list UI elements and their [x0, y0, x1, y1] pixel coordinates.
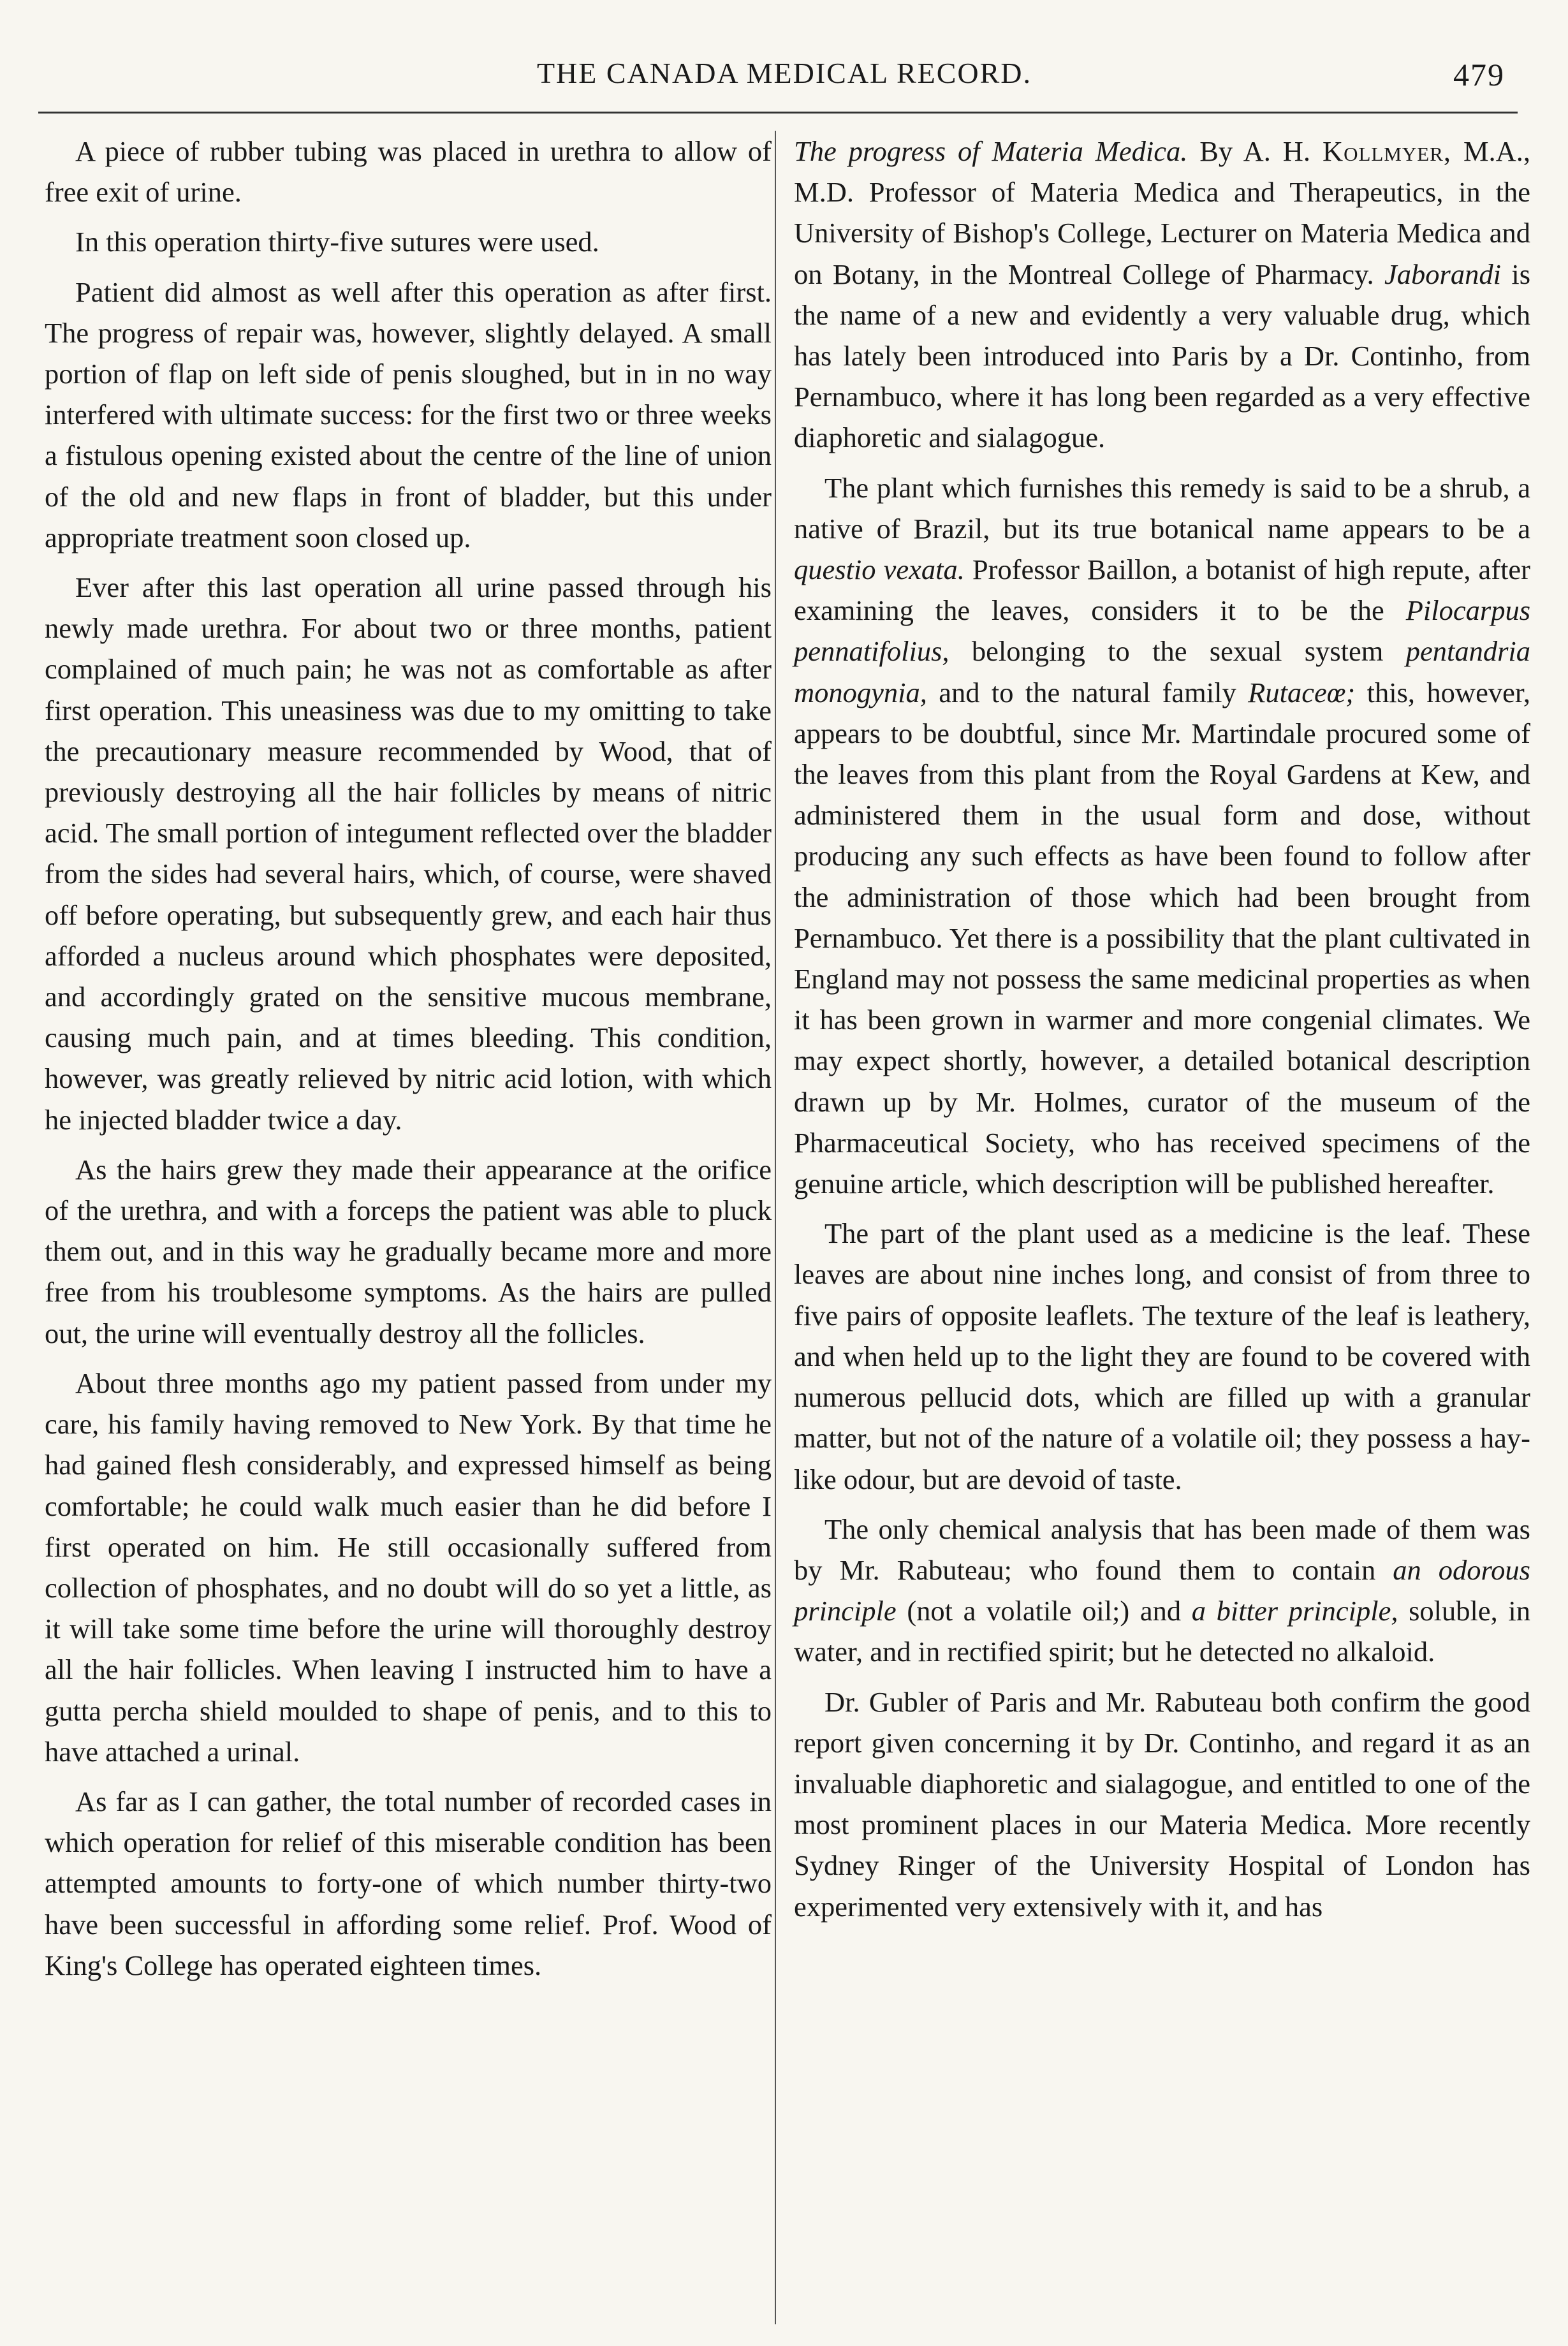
paragraph: [794, 1509, 1530, 1673]
italic-term: Pilocarpus pennatifolius,: [794, 594, 1531, 668]
running-title: THE CANADA MEDICAL RECORD.: [536, 57, 1032, 89]
paragraph: The part of the plant used as a medicine is the leaf. These leaves are about nine inches long, and consist of from three to five pairs of opposite leaflets. The texture of the leaf is leathery, and when held up to the light they are found to be covered with numerous pellucid dots, which are filled up with a granular matter, but not of the nature of a volatile oil; they possess a hay-like odour, but are devoid of taste.: [794, 1217, 1530, 1495]
text-run: this, however, appears to be doubtful, since Mr. Martindale procured some of the leaves from this plant from the Royal Gardens at Kew, and administered them in the usual form and dose, without producing any such effects as have been found to follow after the administration of those which had been brought from Pernambuco. Yet there is a possibility that the plant cultivated in England may not possess the same medicinal properties as when it has been grown in warmer and more congenial climates. We may expect shortly, however, a detailed botanical description drawn up by Mr. Holmes, curator of the museum of the Pharmaceutical Society, who has received specimens of the genuine article, which description will be published hereafter.: [794, 676, 1530, 1200]
italic-term: an odorous principle: [794, 1553, 1530, 1627]
text-run: Professor Baillon, a botanist of high repute, after examining the leaves, considers it to be the: [794, 554, 1531, 627]
text-run: soluble, in water, and in rectified spirit; but he detected no alkaloid.: [794, 1595, 1531, 1668]
author-credentials: M.A., M.D. Professor of Materia Medica and Therapeutics, in the University of Bishop's College, Lecturer on Materia Medica and on Botany, in the Montreal College of Pharmacy.: [794, 135, 1531, 290]
paragraph: As far as I can gather, the total number of recorded cases in which operation for relief of this miserable condition has been attempted amounts to forty-one of which number thirty-two have been successful in affording some relief. Prof. Wood of King's College has operated eighteen times.: [45, 1785, 772, 1981]
article-author: Kollmyer,: [1322, 135, 1452, 167]
paragraph: As the hairs grew they made their appearance at the orifice of the urethra, and with a forceps the patient was able to pluck them out, and in this way he gradually became more and more free from his troublesome symptoms. As the hairs are pulled out, the urine will eventually destroy all the follicles.: [45, 1153, 772, 1349]
paragraph: A piece of rubber tubing was placed in urethra to allow of free exit of urine.: [45, 135, 772, 209]
left-column: [45, 131, 772, 1995]
text-run: (not a volatile oil;) and: [907, 1595, 1182, 1627]
byline-prefix: By A. H.: [1199, 135, 1311, 167]
article-heading-paragraph: [794, 131, 1530, 458]
paragraph: Dr. Gubler of Paris and Mr. Rabuteau both confirm the good report given concerning it by Dr. Continho, and regard it as an invaluable diaphoretic and sialagogue, and entitled to one of the most prominent places in our Materia Medica. More recently Sydney Ringer of the University Hospital of London has experimented very extensively with it, and has: [794, 1685, 1530, 1923]
text-run: and to the natural family: [939, 676, 1236, 708]
paragraph: About three months ago my patient passed from under my care, his family having removed to New York. By that time he had gained flesh considerably, and expressed himself as being comfortable; he could walk much easier than he did before I first operated on him. He still occasionally suffered from collection of phosphates, and no doubt will do so yet a little, as it will take some time before the urine will thoroughly destroy all the hair follicles. When leaving I instructed him to have a gutta percha shield moulded to shape of penis, and to this to have attached a urinal.: [45, 1367, 772, 1768]
lead-text: is the name of a new and evidently a very valuable drug, which has lately been introduced into Paris by a Dr. Continho, from Pernambuco, where it has long been regarded as a very effective diaphoretic and sialagogue.: [794, 258, 1531, 454]
column-divider: [775, 131, 776, 2324]
text-run: belonging to the sexual system: [971, 635, 1384, 668]
italic-term: questio vexata.: [794, 554, 965, 586]
paragraph: In this operation thirty-five sutures were used.: [75, 226, 599, 258]
text-run: The plant which furnishes this remedy is said to be a shrub, a native of Brazil, but its true botanical name appears to be a: [794, 471, 1530, 545]
paragraph: Ever after this last operation all urine passed through his newly made urethra. For about two or three months, patient complained of much pain; he was not as comfortable as after first operation. This uneasiness was due to my omitting to take the precautionary measure recommended by Wood, that of previously destroying all the hair follicles by means of nitric acid. The small portion of integument reflected over the bladder from the sides had several hairs, which, of course, were shaved off before operating, but subsequently grew, and each hair thus afforded a nucleus around which phosphates were deposited, and accordingly grated on the sensitive mucous membrane, causing much pain, and at times bleeding. This condition, however, was greatly relieved by nitric acid lotion, with which he injected bladder twice a day.: [45, 571, 772, 1136]
italic-term: Rutaceœ;: [1248, 676, 1356, 708]
italic-term: a bitter principle,: [1191, 1595, 1398, 1627]
running-head: [38, 45, 1530, 102]
italic-term: pentandria monogynia,: [794, 635, 1531, 708]
right-column: [794, 131, 1530, 1936]
text-run: The only chemical analysis that has been made of them was by Mr. Rabuteau; who found them to contain: [794, 1513, 1530, 1586]
paragraph: Patient did almost as well after this operation as after first. The progress of repair was, however, slightly delayed. A small portion of flap on left side of penis sloughed, but in in no way interfered with ultimate success: for the first two or three weeks a fistulous opening existed about the centre of the line of union of the old and new flaps in front of bladder, but this under appropriate treatment soon closed up.: [45, 275, 772, 554]
paragraph: [794, 467, 1530, 1205]
page-number: 479: [1453, 57, 1505, 92]
article-title: The progress of Materia Medica.: [794, 135, 1188, 167]
lead-term: Jaborandi: [1384, 258, 1501, 290]
header-rule: [38, 112, 1518, 114]
